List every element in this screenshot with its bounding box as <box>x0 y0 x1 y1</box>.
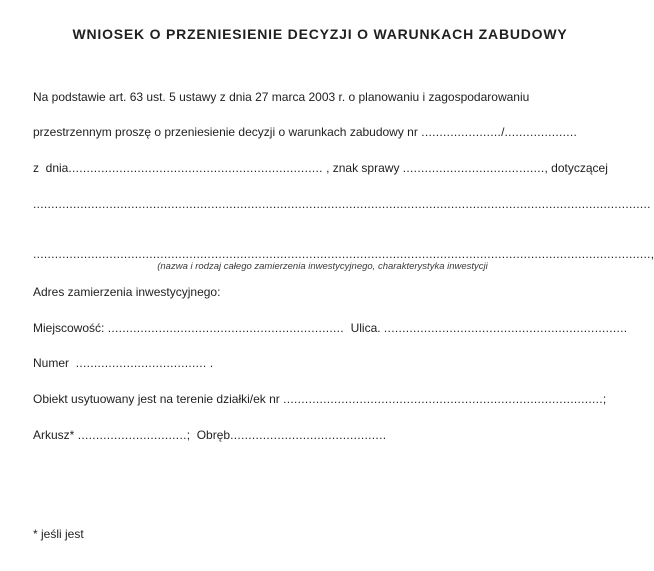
date-label: z dnia <box>33 161 69 175</box>
city-blank: ................................................................. <box>107 321 344 335</box>
sheet-blank: .............................. <box>77 428 187 442</box>
street-label: Ulica. <box>343 321 384 335</box>
footnote <box>33 526 612 542</box>
description-blank-1: .......................................................................................................................................................................... <box>33 197 651 211</box>
number-label: Numer <box>33 356 76 370</box>
number-blank: .................................... <box>75 356 207 370</box>
plot-label: Obiekt usytuowany jest na terenie działki/ek nr <box>33 392 284 406</box>
intro-line-1 <box>33 89 612 105</box>
intro-line-2 <box>33 124 612 140</box>
description-blank-2-suffix: , <box>650 247 654 261</box>
plot-line <box>33 391 612 407</box>
sheet-label: Arkusz* <box>33 428 78 442</box>
case-reference-label: , znak sprawy <box>322 161 403 175</box>
decision-year-blank: .................... <box>504 125 578 139</box>
address-heading <box>33 284 612 300</box>
description-blank-2: .......................................................................................................................................................................... <box>33 247 651 261</box>
intro-line-3 <box>33 160 612 176</box>
concerning-label: , dotyczącej <box>544 161 608 175</box>
plot-blank: ........................................................................................ <box>283 392 603 406</box>
number-suffix: . <box>206 356 214 370</box>
intro-line-1-text: Na podstawie art. 63 ust. 5 ustawy z dnia 27 marca 2003 r. o planowaniu i zagospodarowaniu <box>33 90 530 104</box>
street-blank: ................................................................... <box>383 321 628 335</box>
decision-number-label: przestrzennym proszę o przeniesienie decyzji o warunkach zabudowy nr <box>33 125 422 139</box>
number-line <box>33 355 612 371</box>
description-blank-line-2 <box>33 246 654 262</box>
document-title: WNIOSEK O PRZENIESIENIE DECYZJI O WARUNKACH ZABUDOWY <box>72 26 568 42</box>
case-reference-blank: ....................................... <box>402 161 545 175</box>
plot-suffix: ; <box>602 392 607 406</box>
sheet-district-line <box>33 427 612 443</box>
district-label: ; Obręb <box>186 428 231 442</box>
date-blank: ...................................................................... <box>68 161 323 175</box>
address-heading-text: Adres zamierzenia inwestycyjnego: <box>33 285 221 299</box>
footnote-text: * jeśli jest <box>33 527 84 541</box>
decision-number-separator: / <box>501 125 505 139</box>
description-caption: (nazwa i rodzaj całego zamierzenia inwestycyjnego, charakterystyka inwestycji <box>157 261 488 272</box>
city-label: Miejscowość: <box>33 321 108 335</box>
district-blank: ........................................... <box>230 428 387 442</box>
decision-number-blank: ...................... <box>421 125 502 139</box>
city-street-line <box>33 320 628 336</box>
description-blank-line-1 <box>33 196 651 212</box>
